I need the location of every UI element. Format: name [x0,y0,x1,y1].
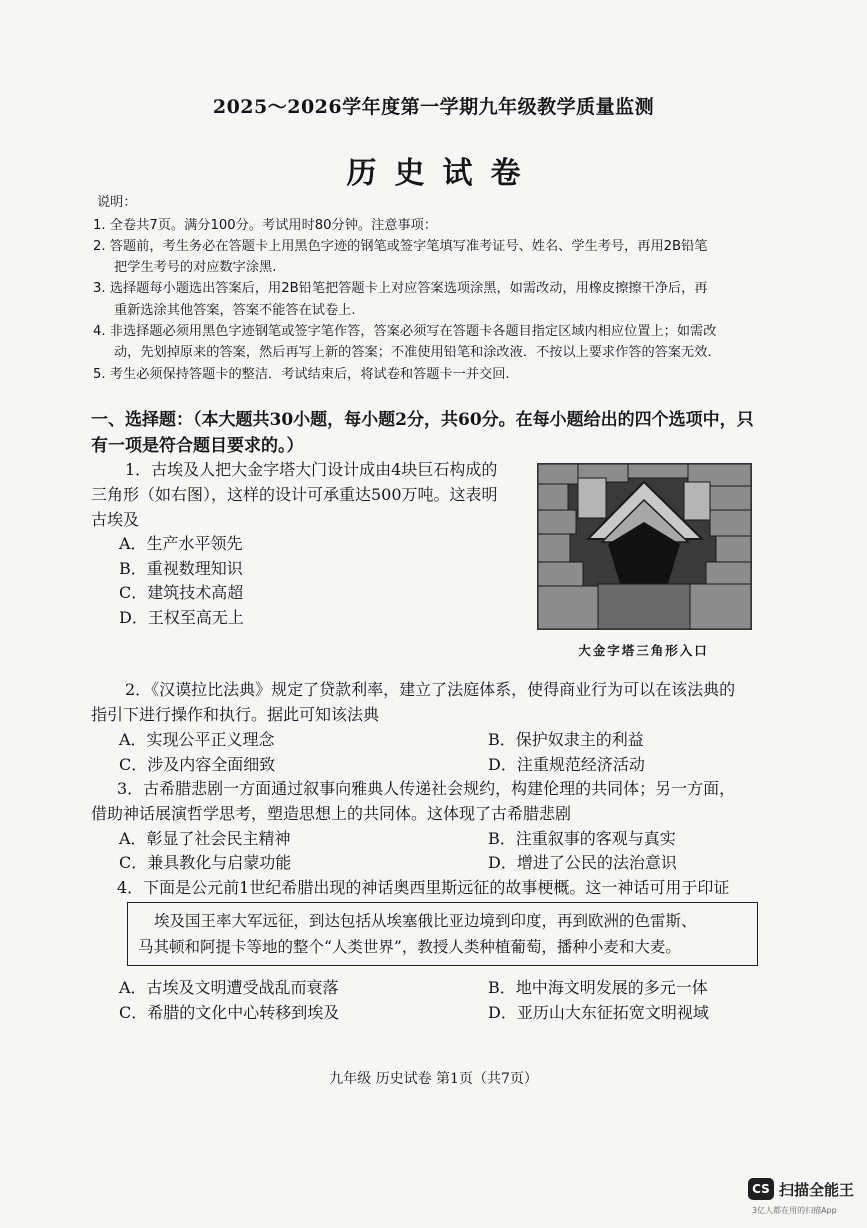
pyramid-entrance-photo [537,463,752,630]
q2-stem-line-1: 2．《汉谟拉比法典》规定了贷款利率，建立了法庭体系，使得商业行为可以在该法典的 [125,680,736,699]
q3-stem-line-2: 借助神话展演哲学思考，塑造思想上的共同体。这体现了古希腊悲剧 [91,804,572,823]
image-caption: 大金字塔三角形入口 [578,643,709,658]
exam-name: 2025～2026学年度第一学期九年级教学质量监测 [212,96,655,118]
q4-story-line-1: 埃及国王率大军远征，到达包括从埃塞俄比亚边境到印度，再到欧洲的色雷斯、 [154,912,697,930]
section-heading-line-2: 有一项是符合题目要求的。） [91,436,304,456]
instruction-line-4-cont: 动，先划掉原来的答案，然后再写上新的答案；不准使用铅笔和涂改液．不按以上要求作答的答案无效. [114,345,712,360]
q2-option-d: D．注重规范经济活动 [488,755,645,774]
q3-option-a: A．彰显了社会民主精神 [119,829,291,848]
camscanner-tagline: 3亿人都在用的扫描App [752,1206,837,1215]
q3-option-c: C．兼具教化与启蒙功能 [119,853,292,872]
instruction-line-2-cont: 把学生考号的对应数字涂黑. [114,260,277,275]
section-heading-line-1: 一、选择题：（本大题共30小题，每小题2分，共60分。在每小题给出的四个选项中，只 [91,410,754,430]
page-footer: 九年级 历史试卷 第1页（共7页） [329,1071,538,1087]
q1-stem-line-3: 古埃及 [91,510,140,529]
q1-option-c: C．建筑技术高超 [119,583,244,602]
q2-option-a: A．实现公平正义理念 [119,730,275,749]
q2-stem-line-2: 指引下进行操作和执行。据此可知该法典 [91,705,380,724]
q4-stem-line-1: 4．下面是公元前1世纪希腊出现的神话奥西里斯远征的故事梗概。这一神话可用于印证 [117,878,730,897]
instruction-line-3: 3. 选择题每小题选出答案后，用2B铅笔把答题卡上对应答案选项涂黑，如需改动，用橡皮擦擦干净后，再 [93,281,708,296]
q1-option-b: B．重视数理知识 [119,559,243,578]
q1-stem-line-2: 三角形（如右图），这样的设计可承重达500万吨。这表明 [91,485,498,504]
q4-option-d: D．亚历山大东征拓宽文明视域 [488,1003,709,1022]
q4-option-c: C．希腊的文化中心转移到埃及 [119,1003,340,1022]
q3-option-b: B．注重叙事的客观与真实 [488,829,676,848]
subject-title: 历史试卷 [346,156,539,191]
camscanner-logo-icon: CS [748,1178,774,1200]
instructions-heading: 说明： [97,195,137,210]
instruction-line-1: 1. 全卷共7页。满分100分。考试用时80分钟。注意事项： [93,218,438,233]
q3-stem-line-1: 3．古希腊悲剧一方面通过叙事向雅典人传递社会规约，构建伦理的共同体；另一方面， [117,779,736,798]
q4-option-a: A．古埃及文明遭受战乱而衰落 [119,978,339,997]
camscanner-name: 扫描全能王 [779,1181,855,1199]
q1-option-a: A．生产水平领先 [119,534,243,553]
instruction-line-5: 5. 考生必须保持答题卡的整洁．考试结束后，将试卷和答题卡一并交回. [93,367,510,382]
instruction-line-4: 4. 非选择题必须用黑色字迹钢笔或签字笔作答，答案必须写在答题卡各题目指定区域内相应位置上；如需改 [93,324,717,339]
q4-story-box [127,902,758,966]
q4-option-b: B．地中海文明发展的多元一体 [488,978,708,997]
q3-option-d: D．增进了公民的法治意识 [488,853,677,872]
instruction-line-3-cont: 重新选涂其他答案，答案不能答在试卷上. [114,303,356,318]
q2-option-b: B．保护奴隶主的利益 [488,730,644,749]
q4-story-line-2: 马其顿和阿提卡等地的整个“人类世界”，教授人类种植葡萄，播种小麦和大麦。 [138,938,681,956]
q1-stem-line-1: 1．古埃及人把大金字塔大门设计成由4块巨石构成的 [125,460,498,479]
q2-option-c: C．涉及内容全面细致 [119,755,276,774]
q1-option-d: D．王权至高无上 [119,608,244,627]
instruction-line-2: 2. 答题前，考生务必在答题卡上用黑色字迹的钢笔或签字笔填写准考证号、姓名、学生考号，再用2B铅笔 [93,239,708,254]
